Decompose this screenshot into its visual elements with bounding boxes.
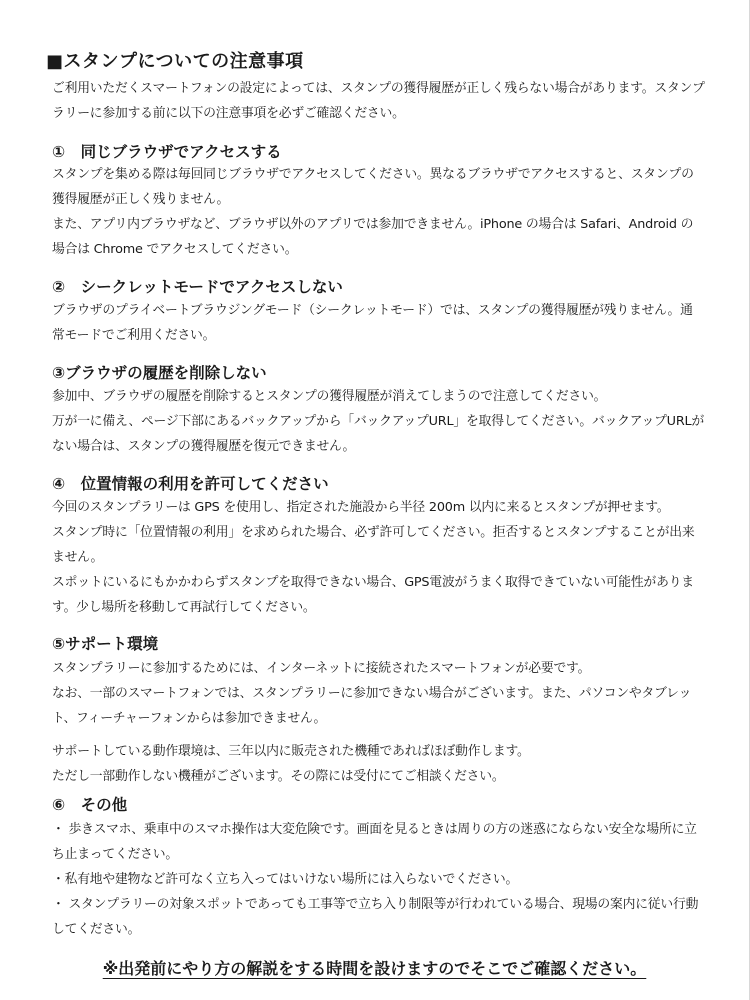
section-5-para-1: スタンプラリーに参加するためには、インターネットに接続されたスマートフォンが必要です。 (52, 661, 591, 676)
section-5-para-4: ただし一部動作しない機種がございます。その際には受付にてご相談ください。 (52, 769, 505, 784)
section-6-para-2: ・私有地や建物など許可なく立ち入ってはいけない場所には入らないでください。 (52, 872, 519, 887)
section-6-para-1: ・ 歩きスマホ、乗車中のスマホ操作は大変危険です。画面を見るときは周りの方の迷惑にならない安全な場所に立ち止まってください。 (52, 822, 697, 862)
section-3-para-1: 参加中、ブラウザの履歴を削除するとスタンプの獲得履歴が消えてしまうので注意してください。 (52, 389, 607, 404)
section-2-heading: ② シークレットモードでアクセスしない (52, 278, 343, 296)
section-1-para-1: スタンプを集める際は毎回同じブラウザでアクセスしてください。異なるブラウザでアクセスすると、スタンプの獲得履歴が正しく残りません。 (52, 167, 694, 207)
section-3-para-2: 万が一に備え、ページ下部にあるバックアップから「バックアップURL」を取得してください。バックアップURLがない場合は、スタンプの獲得履歴を復元できません。 (52, 414, 705, 454)
section-5-para-3: サポートしている動作環境は、三年以内に販売された機種であればほぼ動作します。 (52, 744, 530, 759)
intro-text: ご利用いただくスマートフォンの設定によっては、スタンプの獲得履歴が正しく残らない場合があります。スタンプラリーに参加する前に以下の注意事項を必ずご確認ください。 (52, 81, 705, 121)
section-1-heading: ① 同じブラウザでアクセスする (52, 143, 282, 161)
section-1-para-2: また、アプリ内ブラウザなど、ブラウザ以外のアプリでは参加できません。iPhone の場合は Safari、Android の場合は Chrome でアクセスしてください。 (52, 217, 694, 257)
page-title: ■スタンプについての注意事項 (46, 51, 304, 72)
section-3-heading: ③ブラウザの履歴を削除しない (52, 364, 267, 382)
section-4-para-1: 今回のスタンプラリーは GPS を使用し、指定された施設から半径 200m 以内に来るとスタンプが押せます。 (52, 500, 670, 515)
section-5-heading: ⑤サポート環境 (52, 635, 159, 653)
section-4-para-3: スポットにいるにもかかわらずスタンプを取得できない場合、GPS電波がうまく取得できていない可能性があります。少し場所を移動して再試行してください。 (52, 575, 694, 615)
section-4-para-2: スタンプ時に「位置情報の利用」を求められた場合、必ず許可してください。拒否するとスタンプすることが出来ません。 (52, 525, 695, 565)
section-5-para-2: なお、一部のスマートフォンでは、スタンプラリーに参加できない場合がございます。また、パソコンやタブレット、フィーチャーフォンからは参加できません。 (52, 686, 692, 726)
section-6-para-3: ・ スタンプラリーの対象スポットであっても工事等で立ち入り制限等が行われている場合、現場の案内に従い行動してください。 (52, 897, 699, 937)
footer-note (0, 956, 749, 979)
section-2-para-1: ブラウザのプライベートブラウジングモード（シークレットモード）では、スタンプの獲得履歴が残りません。通常モードでご利用ください。 (52, 303, 693, 343)
section-4-heading: ④ 位置情報の利用を許可してください (52, 475, 329, 493)
footer-note-text: ※出発前にやり方の解説をする時間を設けますのでそこでご確認ください。 (102, 959, 647, 978)
section-6-heading: ⑥ その他 (52, 796, 128, 814)
